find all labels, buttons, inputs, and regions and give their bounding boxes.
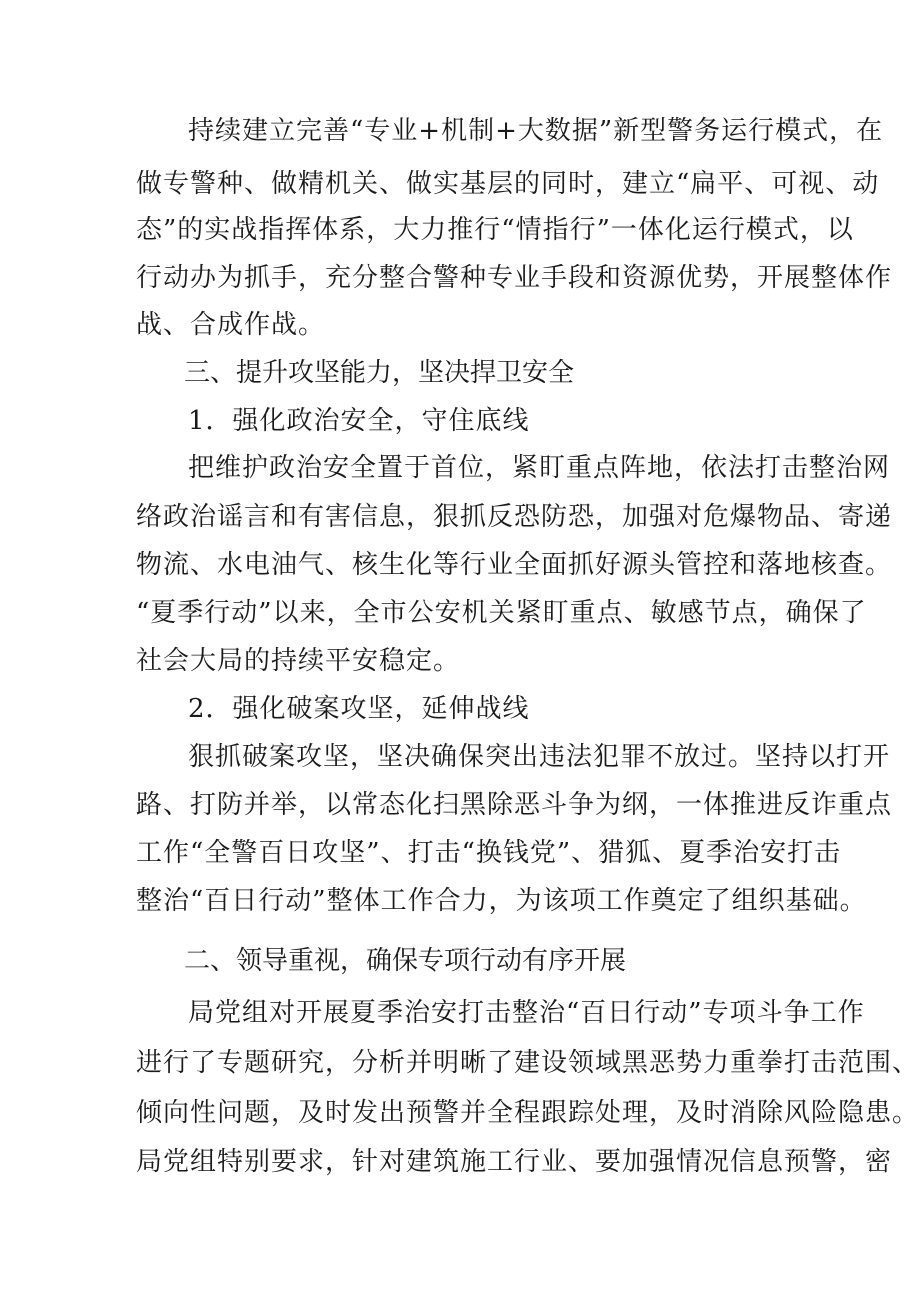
paragraph-line: 络政治谣言和有害信息，狠抓反恐防恐，加强对危爆物品、寄递 — [136, 502, 893, 532]
paragraph-line: 战、合成作战。 — [136, 310, 326, 340]
paragraph-line: 做专警种、做精机关、做实基层的同时，建立“扁平、可视、动 — [136, 169, 880, 199]
section-heading-3: 三、提升攻坚能力，坚决捍卫安全 — [184, 358, 575, 388]
paragraph-line: 狠抓破案攻坚，坚决确保突出违法犯罪不放过。坚持以打开 — [188, 742, 891, 772]
paragraph-line: 整治“百日行动”整体工作合力，为该项工作奠定了组织基础。 — [136, 886, 867, 916]
paragraph-line: 把维护政治安全置于首位，紧盯重点阵地，依法打击整治网 — [188, 453, 891, 483]
subsection-heading-1: 1．强化政治安全，守住底线 — [188, 406, 530, 436]
subsection-heading-2: 2．强化破案攻坚，延伸战线 — [188, 694, 530, 724]
paragraph-line: 行动办为抓手，充分整合警种专业手段和资源优势，开展整体作 — [136, 263, 893, 293]
paragraph-line: 态”的实战指挥体系，大力推行“情指行”一体化运行模式，以 — [136, 215, 854, 245]
paragraph-line: 进行了专题研究，分析并明晰了建设领域黑恶势力重拳打击范围、 — [136, 1048, 920, 1078]
section-heading-2: 二、领导重视，确保专项行动有序开展 — [184, 946, 627, 976]
paragraph-line: 局党组对开展夏季治安打击整治“百日行动”专项斗争工作 — [188, 998, 865, 1028]
paragraph-line: 物流、水电油气、核生化等行业全面抓好源头管控和落地核查。 — [136, 550, 893, 580]
paragraph-line: 倾向性问题，及时发出预警并全程跟踪处理，及时消除风险隐患。 — [136, 1098, 920, 1128]
paragraph-line: 持续建立完善“专业+机制+大数据”新型警务运行模式，在 — [188, 116, 884, 146]
paragraph-line: 路、打防并举，以常态化扫黑除恶斗争为纲，一体推进反诈重点 — [136, 790, 893, 820]
paragraph-line: “夏季行动”以来，全市公安机关紧盯重点、敏感节点，确保了 — [136, 598, 867, 628]
paragraph-line: 局党组特别要求，针对建筑施工行业、要加强情况信息预警，密 — [136, 1147, 893, 1177]
paragraph-line: 工作“全警百日攻坚”、打击“换钱党”、猎狐、夏季治安打击 — [136, 838, 842, 868]
paragraph-line: 社会大局的持续平安稳定。 — [136, 646, 461, 676]
